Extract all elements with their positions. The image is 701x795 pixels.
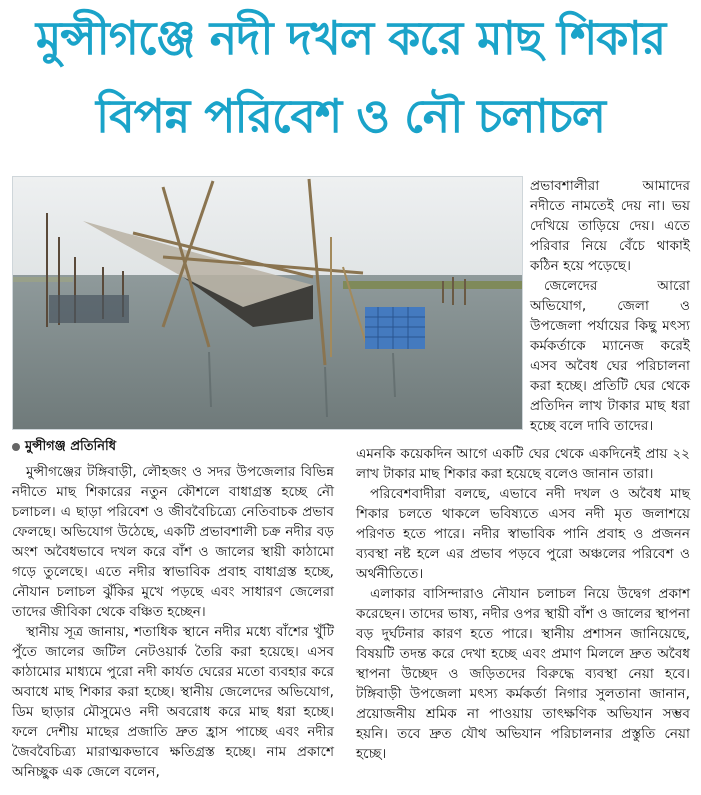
- headline-line-2: বিপন্ন পরিবেশ ও নৌ চলাচল: [96, 89, 605, 143]
- paragraph: প্রভাবশালীরা আমাদের নদীতে নামতেই দেয় না। ভয় দেখিয়ে তাড়িয়ে দেয়। এতে পরিবার নিয়ে বেঁচে থাকাই কঠিন হয়ে পড়েছে।: [530, 178, 690, 274]
- headline-line-1: মুন্সীগঞ্জে নদী দখল করে মাছ শিকার: [35, 11, 666, 65]
- paragraph: মুন্সীগঞ্জের টঙ্গিবাড়ী, লৌহজং ও সদর উপজেলার বিভিন্ন নদীতে মাছ শিকারের নতুন কৌশলে বাধাগ্রস্ত হচ্ছে নৌ চলাচল। এ ছাড়া পরিবেশ ও জীববৈচিত্র্যে নেতিবাচক প্রভাব ফেলছে। অভিযোগ উঠেছে, একটি প্রভাবশালী চক্র নদীর বড় অংশ অবৈধভাবে দখল করে বাঁশ ও জালের স্থায়ী কাঠামো গড়ে তুলেছে। এতে নদীর স্বাভাবিক প্রবাহ বাধাগ্রস্ত হচ্ছে, নৌযান চলাচল ঝুঁকির মুখে পড়ছে এবং সাধারণ জেলেরা তাদের জীবিকা থেকে বঞ্চিত হচ্ছেন।: [12, 464, 334, 620]
- byline-text: মুন্সীগঞ্জ প্রতিনিধি: [25, 439, 116, 454]
- article-right-column: [530, 176, 690, 436]
- paragraph: স্থানীয় সূত্র জানায়, শতাধিক স্থানে নদীর মধ্যে বাঁশের খুঁটি পুঁতে জালের জটিল নেটওয়ার্ক তৈরি করা হয়েছে। এসব কাঠামোর মাধ্যমে পুরো নদী কার্যত ঘেরের মতো ব্যবহার করে অবাধে মাছ শিকার করা হচ্ছে। স্থানীয় জেলেদের অভিযোগ, ডিম ছাড়ার মৌসুমেও নদী অবরোধ করে মাছ ধরা হচ্ছে। ফলে দেশীয় মাছের প্রজাতি দ্রুত হ্রাস পাচ্ছে এবং নদীর জৈববৈচিত্র্য মারাত্মকভাবে ক্ষতিগ্রস্ত হচ্ছে। নাম প্রকাশে অনিচ্ছুক এক জেলে বলেন,: [12, 624, 334, 780]
- river-fishing-net-photo: [12, 176, 523, 430]
- paragraph: পরিবেশবাদীরা বলছে, এভাবে নদী দখল ও অবৈধ মাছ শিকার চলতে থাকলে ভবিষ্যতে এসব নদী মৃত জলাশয়ে পরিণত হতে পারে। নদীর স্বাভাবিক পানি প্রবাহ ও প্রজনন ব্যবস্থা নষ্ট হলে এর প্রভাব পড়বে পুরো অঞ্চলের পরিবেশ ও অর্থনীতিতে।: [356, 486, 690, 582]
- paragraph: জেলেদের আরো অভিযোগ, জেলা ও উপজেলা পর্যায়ের কিছু মৎস্য কর্মকর্তাকে ম্যানেজ করেই এসব অবৈধ ঘের পরিচালনা করা হচ্ছে। প্রতিটি ঘের থেকে প্রতিদিন লাখ টাকার মাছ ধরা হচ্ছে বলে দাবি তাদের।: [530, 278, 690, 434]
- byline: [12, 438, 116, 456]
- article-left-column: [12, 462, 334, 782]
- bullet-icon: [12, 443, 20, 451]
- paragraph: এমনকি কয়েকদিন আগে একটি ঘের থেকে একদিনেই প্রায় ২২ লাখ টাকার মাছ শিকার করা হয়েছে বলেও জানান তারা।: [356, 446, 690, 482]
- paragraph: এলাকার বাসিন্দারাও নৌযান চলাচল নিয়ে উদ্বেগ প্রকাশ করেছেন। তাদের ভাষ্য, নদীর ওপর স্থায়ী বাঁশ ও জালের স্থাপনা বড় দুর্ঘটনার কারণ হতে পারে। স্থানীয় প্রশাসন জানিয়েছে, বিষয়টি তদন্ত করে দেখা হচ্ছে এবং প্রমাণ মিললে দ্রুত অবৈধ স্থাপনা উচ্ছেদ ও জড়িতদের বিরুদ্ধে ব্যবস্থা নেয়া হবে। টঙ্গিবাড়ী উপজেলা মৎস্য কর্মকর্তা নিগার সুলতানা জানান, প্রয়োজনীয় শ্রমিক না পাওয়ায় তাৎক্ষণিক অভিযান সম্ভব হয়নি। তবে দ্রুত যৌথ অভিযান পরিচালনার প্রস্তুতি নেয়া হচ্ছে।: [356, 586, 690, 762]
- article-middle-column: [356, 444, 690, 764]
